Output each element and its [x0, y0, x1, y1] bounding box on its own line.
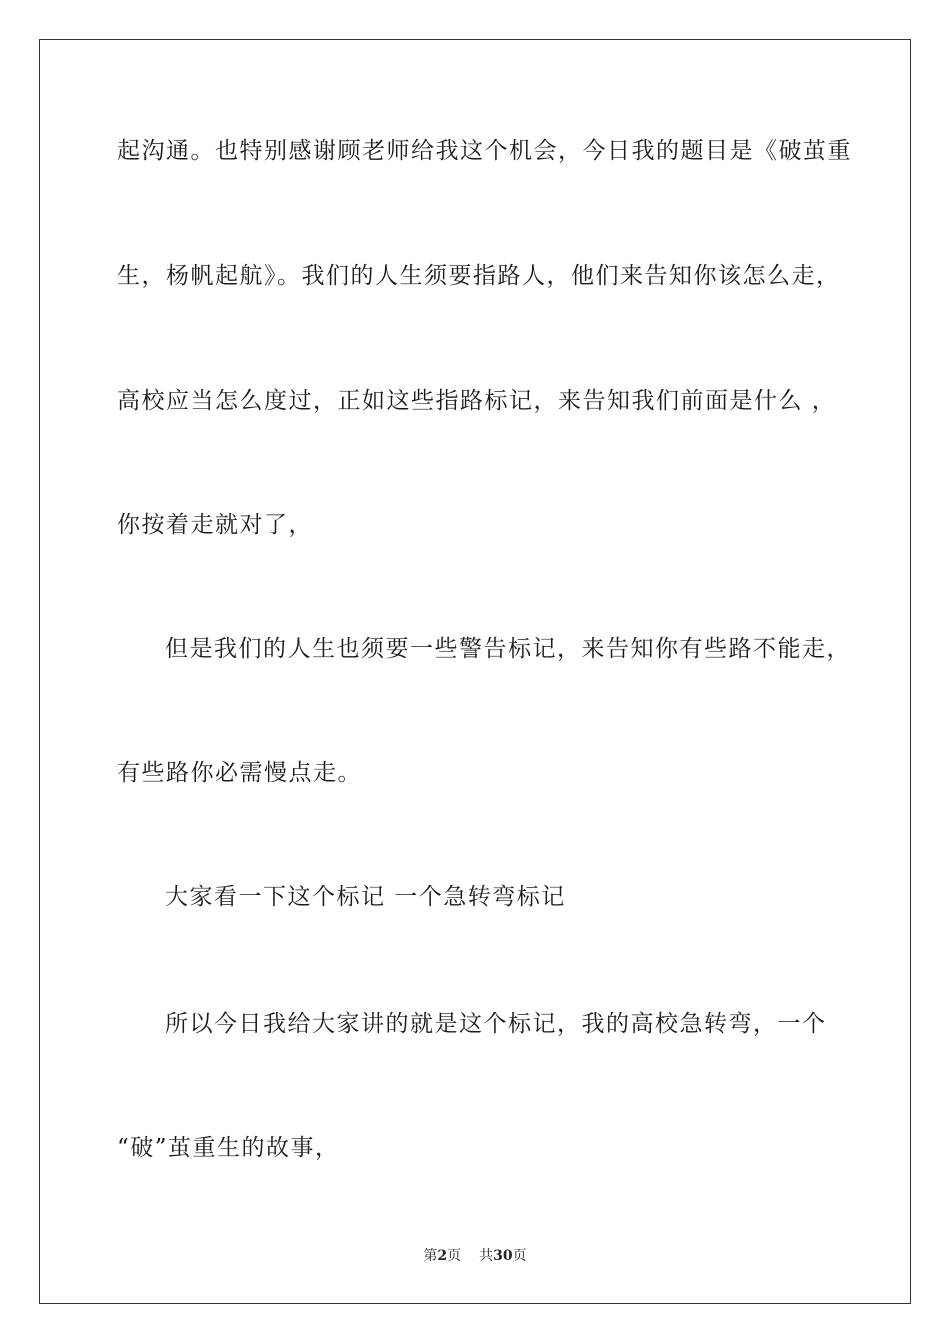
paragraph-line-6: 有些路你必需慢点走。 — [117, 760, 362, 786]
paragraph-line-7: 大家看一下这个标记 一个急转弯标记 — [165, 884, 566, 910]
page-suffix: 页 — [447, 1248, 462, 1264]
page-border — [39, 39, 911, 1304]
paragraph-line-2: 生，杨帆起航》。我们的人生须要指路人，他们来告知你该怎么走， — [117, 263, 841, 289]
paragraph-line-8: 所以今日我给大家讲的就是这个标记，我的高校急转弯，一个 — [165, 1011, 827, 1037]
page-number: 2 — [437, 1248, 448, 1264]
total-prefix: 共 — [479, 1248, 494, 1264]
paragraph-line-9: “破”茧重生的故事， — [117, 1135, 340, 1161]
total-suffix: 页 — [512, 1248, 527, 1264]
paragraph-line-5: 但是我们的人生也须要一些警告标记，来告知你有些路不能走， — [165, 636, 851, 662]
paragraph-line-4: 你按着走就对了， — [117, 512, 313, 538]
paragraph-line-3: 高校应当怎么度过，正如这些指路标记，来告知我们前面是什么 ， — [117, 388, 837, 414]
total-pages: 30 — [493, 1248, 513, 1264]
paragraph-line-1: 起沟通。也特别感谢顾老师给我这个机会，今日我的题目是《破茧重 — [117, 138, 852, 164]
page-footer — [0, 1247, 950, 1265]
page-prefix: 第 — [423, 1248, 438, 1264]
